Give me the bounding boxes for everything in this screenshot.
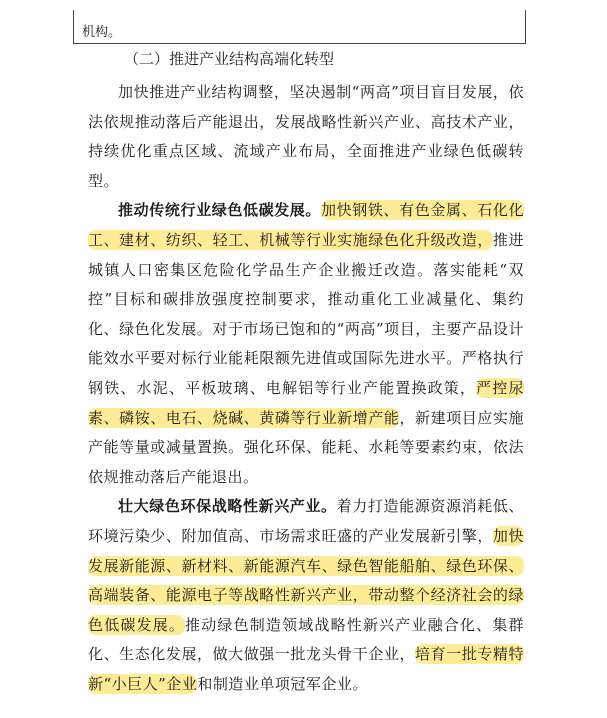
highlighted-text: 严控尿素、磷铵、电石、烧碱、黄磷等行业新增产能 xyxy=(88,378,524,427)
highlighted-text: 加快发展新能源、新材料、新能源汽车、绿色智能船舶、绿色环保、高端装备、能源电子等战略性新兴产业，带动整个经济社会的绿色低碳发展。 xyxy=(88,526,524,634)
body-text: 推动绿色制造领域战略性新兴产业融合化、集群化、生态化发展，做大做强一批龙头骨干企业， xyxy=(88,615,524,664)
bold-lead-phrase: 壮大绿色环保战略性新兴产业。 xyxy=(118,497,337,516)
body-text: 和制造业单项冠军企业。 xyxy=(197,674,368,693)
section-heading: （二）推进产业结构高端化转型 xyxy=(124,50,335,68)
body-text: 着力打造能源资源消耗低、环境污染少、附加值高、市场需求旺盛的产业发展新引擎， xyxy=(88,497,524,545)
paragraph-1 xyxy=(88,78,524,196)
paragraph-3 xyxy=(88,492,524,699)
body-text: 加快推进产业结构调整，坚决遏制“两高”项目盲目发展，依法依规推动落后产能退出，发展战略性新兴产业、高技术产业，持续优化重点区域、流域产业布局，全面推进产业绿色低碳转型。 xyxy=(88,83,524,190)
document-body xyxy=(88,46,524,699)
bold-lead-phrase: 推动传统行业绿色低碳发展。 xyxy=(118,201,322,220)
body-text: ，新建项目应实施产能等量或减量置换。强化环保、能耗、水耗等要素约束，依法依规推动落后产能退出。 xyxy=(88,408,524,486)
paragraph-2 xyxy=(88,196,524,492)
top-fragment-text: 机构。 xyxy=(82,25,122,40)
previous-page-text-box xyxy=(73,10,526,44)
body-text: 推进城镇人口密集区危险化学品生产企业搬迁改造。落实能耗“双控”目标和碳排放强度控制要求，推动重化工业减量化、集约化、绿色化发展。对于市场已饱和的“两高”项目，主要产品设计能效水平要对标行业能耗限额先进值或国际先进水平。严格执行钢铁、水泥、平板玻璃、电解铝等行业产能置换政策， xyxy=(88,230,524,397)
highlighted-text: 培育一批专精特新“小巨人”企业 xyxy=(88,645,524,693)
highlighted-text: 加快钢铁、有色金属、石化化工、建材、纺织、轻工、机械等行业实施绿色化升级改造， xyxy=(88,201,524,249)
